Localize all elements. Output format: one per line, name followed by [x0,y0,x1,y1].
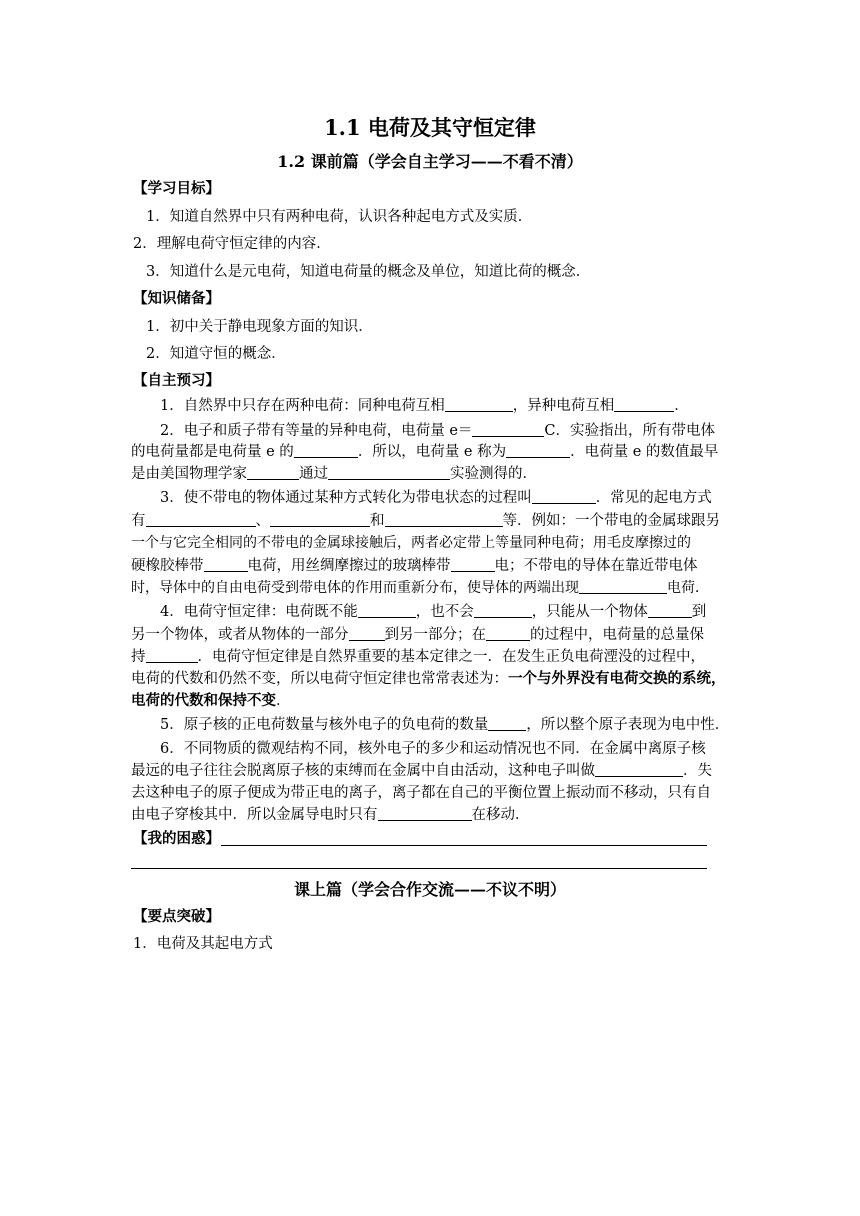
answer-line[interactable] [131,868,707,869]
preview-paragraph-4-line-4: 电荷的代数和仍然不变，所以电荷守恒定律也常常表述为：一个与外界没有电荷交换的系统， [131,670,726,687]
fill-in-blank[interactable] [378,806,472,821]
fill-in-blank[interactable] [472,422,544,437]
answer-line[interactable] [221,845,707,846]
fill-in-blank[interactable] [595,762,683,777]
fill-in-blank[interactable] [451,557,495,572]
goal-item-3: 3．知道什么是元电荷，知道电荷量的概念及单位，知道比荷的概念． [146,264,591,280]
preview-paragraph-2-line-3: 是由美国物理学家 通过 实验测得的． [131,466,537,482]
knowledge-item-2: 2．知道守恒的概念． [146,346,286,362]
preview-paragraph-6-line-1: 6．不同物质的微观结构不同，核外电子的多少和运动情况也不同．在金属中离原子核 [160,741,706,757]
fill-in-blank[interactable] [474,603,532,618]
knowledge-item-1: 1．初中关于静电现象方面的知识． [146,319,373,335]
knowledge-heading: 【知识储备】 [133,290,220,307]
fill-in-blank[interactable] [614,397,674,412]
preview-paragraph-3-line-4: 硬橡胶棒带 电荷，用丝绸摩擦过的玻璃棒带 电；不带电的导体在靠近带电体 [131,558,698,574]
fill-in-blank[interactable] [385,512,503,527]
preview-paragraph-6-line-3: 去这种电子的原子便成为带正电的离子，离子都在自己的平衡位置上振动而不移动，只有自 [131,785,711,801]
goals-heading: 【学习目标】 [133,180,220,197]
page-title: 1.1 电荷及其守恒定律 [324,115,536,140]
fill-in-blank[interactable] [270,512,370,527]
fill-in-blank[interactable] [146,512,256,527]
preview-paragraph-6-line-2: 最远的电子往往会脱离原子核的束缚而在金属中自由活动，这种电子叫做 ．失 [131,763,712,779]
key-points-heading: 【要点突破】 [133,908,220,925]
goal-item-2: 2．理解电荷守恒定律的内容． [133,236,331,252]
fill-in-blank[interactable] [204,557,248,572]
preview-paragraph-2-line-1: 2．电子和质子带有等量的异种电荷，电荷量 e＝ C．实验指出，所有带电体 [160,423,716,439]
preview-paragraph-2-line-2: 的电荷量都是电荷量 e 的 ．所以，电荷量 e 称为 ．电荷量 e 的数值最早 [131,444,719,460]
confusion-heading: 【我的困惑】 [133,830,220,847]
preview-paragraph-4-line-2: 另一个物体，或者从物体的一部分 到另一部分；在 的过程中，电荷量的总量保 [131,627,704,643]
fill-in-blank[interactable] [648,603,692,618]
preview-paragraph-6-line-4: 由电子穿梭其中．所以金属导电时只有 在移动． [131,807,530,823]
preview-paragraph-3-line-3: 一个与它完全相同的不带电的金属球接触后，两者必定带上等量同种电荷；用毛皮摩擦过的 [131,535,691,551]
fill-in-blank[interactable] [486,626,530,641]
fill-in-blank[interactable] [328,465,450,480]
in-class-title: 课上篇（学会合作交流——不议不明） [293,880,566,899]
preview-paragraph-4-line-1: 4．电荷守恒定律：电荷既不能 ，也不会 ，只能从一个物体 到 [160,604,707,620]
preview-paragraph-4-line-5: 电荷的代数和保持不变． [131,692,291,709]
preview-heading: 【自主预习】 [133,372,220,389]
key-point-item-1: 1．电荷及其起电方式 [133,936,273,952]
fill-in-blank[interactable] [358,603,416,618]
fill-in-blank[interactable] [488,716,526,731]
section-subtitle: 1.2 课前篇（学会自主学习——不看不清） [277,152,583,171]
fill-in-blank[interactable] [349,626,385,641]
fill-in-blank[interactable] [579,579,667,594]
goal-item-1: 1．知道自然界中只有两种电荷，认识各种起电方式及实质． [146,209,533,225]
fill-in-blank[interactable] [247,465,299,480]
fill-in-blank[interactable] [445,397,513,412]
preview-paragraph-3-line-2: 有 、 和 等．例如：一个带电的金属球跟另 [131,513,720,529]
fill-in-blank[interactable] [532,489,596,504]
fill-in-blank[interactable] [294,443,358,458]
preview-paragraph-4-line-3: 持 ．电荷守恒定律是自然界重要的基本定律之一．在发生正负电荷湮没的过程中， [131,649,705,665]
preview-paragraph-3-line-5: 时，导体中的自由电荷受到带电体的作用而重新分布，使导体的两端出现 电荷． [131,580,709,596]
preview-paragraph-1: 1．自然界中只存在两种电荷：同种电荷互相 ，异种电荷互相 ． [160,398,689,414]
preview-paragraph-5: 5．原子核的正电荷数量与核外电子的负电荷的数量 ，所以整个原子表现为电中性． [160,717,730,733]
fill-in-blank[interactable] [146,648,198,663]
preview-paragraph-3-line-1: 3．使不带电的物体通过某种方式转化为带电状态的过程叫 ．常见的起电方式 [160,490,712,506]
fill-in-blank[interactable] [506,443,570,458]
